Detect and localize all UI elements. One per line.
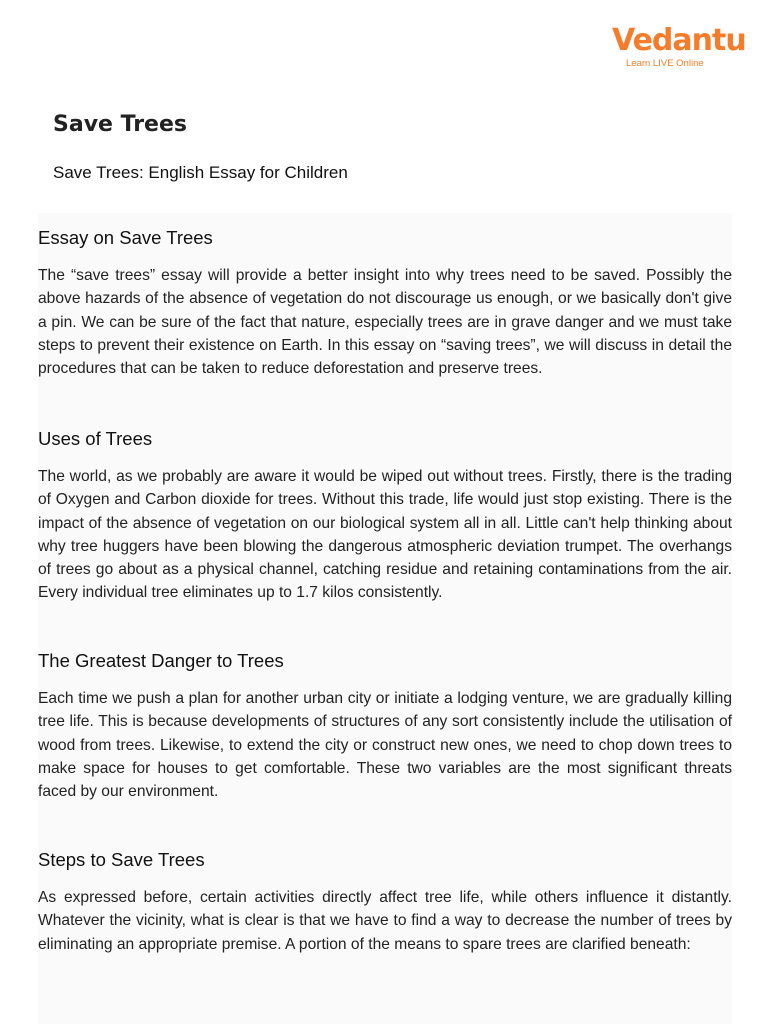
- essay-content: [38, 213, 732, 1024]
- section-body: The “save trees” essay will provide a better insight into why trees need to be saved. Possibly the above hazards of the absence of vegetation do not discourage us enough, or we basically don't give a pin. We can be sure of the fact that nature, especially trees are in grave danger and we must take steps to prevent their existence on Earth. In this essay on “saving trees”, we will discuss in detail the procedures that can be taken to reduce deforestation and preserve trees.: [38, 267, 732, 378]
- section-uses-of-trees: [38, 426, 732, 605]
- page-title: Save Trees: [53, 112, 187, 137]
- logo-wordmark: Vedantu: [612, 23, 746, 58]
- section-body: Each time we push a plan for another urban city or initiate a lodging venture, we are gradually killing tree life. This is because developments of structures of any sort consistently include the utilisation of wood from trees. Likewise, to extend the city or construct new ones, we need to chop down trees to make space for houses to get comfortable. These two variables are the most significant threats faced by our environment.: [38, 690, 732, 801]
- section-heading: Uses of Trees: [38, 428, 153, 449]
- section-body: As expressed before, certain activities directly affect tree life, while others influence it distantly. Whatever the vicinity, what is clear is that we have to find a way to decrease the number of trees by eliminating an appropriate premise. A portion of the means to spare trees are clarified beneath:: [38, 889, 732, 953]
- section-heading: Steps to Save Trees: [38, 849, 205, 870]
- section-heading: The Greatest Danger to Trees: [38, 650, 284, 671]
- section-essay-on-save-trees: [38, 225, 732, 380]
- section-heading: Essay on Save Trees: [38, 227, 213, 248]
- logo-tagline: Learn LIVE Online: [626, 58, 704, 69]
- section-steps-to-save-trees: [38, 847, 732, 956]
- vedantu-logo: [612, 23, 746, 72]
- section-greatest-danger: [38, 648, 732, 803]
- section-body: The world, as we probably are aware it would be wiped out without trees. Firstly, there is the trading of Oxygen and Carbon dioxide for trees. Without this trade, life would just stop existing. There is the impact of the absence of vegetation on our biological system all in all. Little can't help thinking about why tree huggers have been blowing the dangerous atmospheric deviation trumpet. The overhangs of trees go about as a physical channel, catching residue and retaining contaminations from the air. Every individual tree eliminates up to 1.7 kilos consistently.: [38, 468, 732, 602]
- page-subtitle: Save Trees: English Essay for Children: [53, 163, 348, 182]
